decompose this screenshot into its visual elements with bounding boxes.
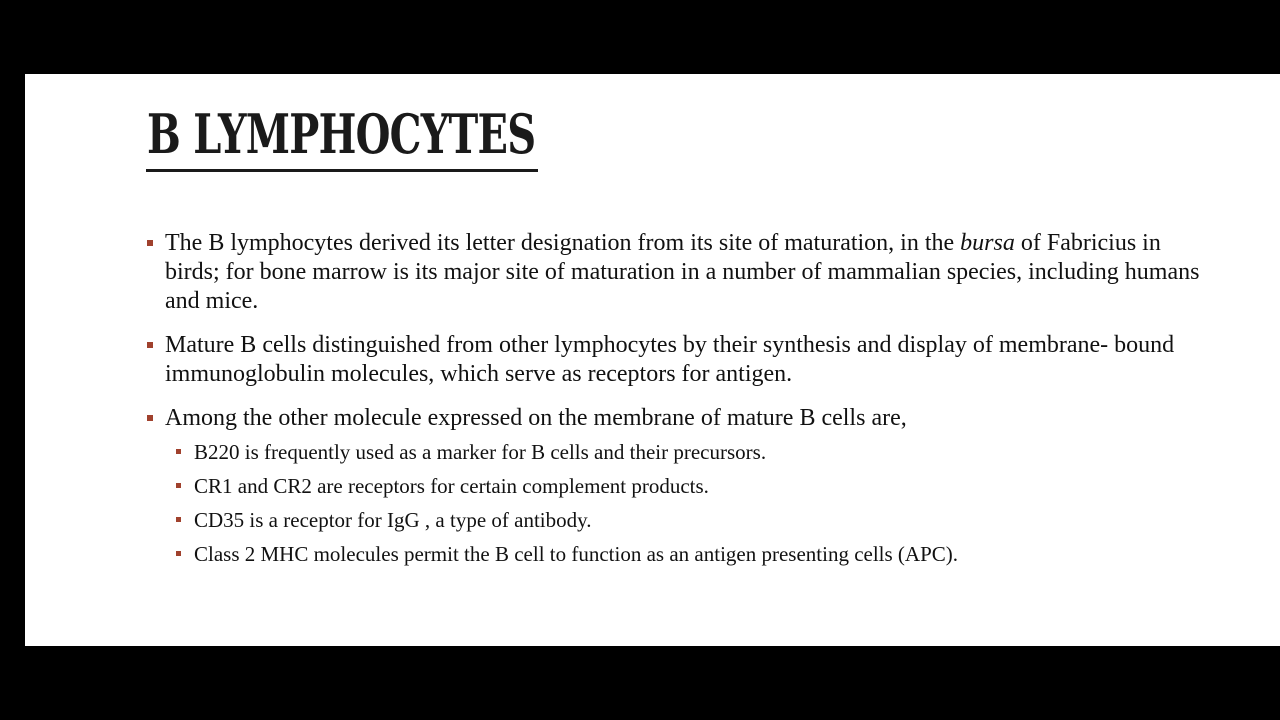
slide-title: B LYMPHOCYTES [147,102,536,166]
bullet-item-1 [147,229,1207,316]
sub-bullet-item [165,473,1207,499]
square-sub-bullet-icon [176,551,181,556]
sub-bullet-text: B220 is frequently used as a marker for B cells and their precursors. [194,440,767,464]
sub-bullet-text: Class 2 MHC molecules permit the B cell to function as an antigen presenting cells (APC). [194,542,959,566]
square-bullet-icon [147,240,153,246]
square-bullet-icon [147,342,153,348]
sub-bullet-text: CD35 is a receptor for IgG , a type of antibody. [194,508,592,532]
square-bullet-icon [147,415,153,421]
slide [25,74,1280,646]
square-sub-bullet-icon [176,517,181,522]
bullet-1-text-part-2: of Fabricius in birds; for bone marrow is its major site of maturation in a number of mammalian species, including humans and mice. [165,230,1200,314]
bullet-item-3 [147,404,1207,567]
square-sub-bullet-icon [176,449,181,454]
bullet-1-text-part-1: The B lymphocytes derived its letter designation from its site of maturation, in the [165,230,961,256]
bullet-1-italic-bursa: bursa [960,230,1015,256]
bullet-item-2 [147,331,1207,389]
bullet-3-text: Among the other molecule expressed on the membrane of mature B cells are, [165,405,907,431]
title-underline [146,169,538,172]
sub-bullet-list [165,439,1207,567]
sub-bullet-item [165,541,1207,567]
sub-bullet-item [165,439,1207,465]
bullet-list [147,229,1207,567]
bullet-2-text: Mature B cells distinguished from other lymphocytes by their synthesis and display of membrane- bound immunoglobulin molecules, which serve as receptors for antigen. [165,332,1175,387]
sub-bullet-item [165,507,1207,533]
sub-bullet-text: CR1 and CR2 are receptors for certain complement products. [194,474,709,498]
square-sub-bullet-icon [176,483,181,488]
